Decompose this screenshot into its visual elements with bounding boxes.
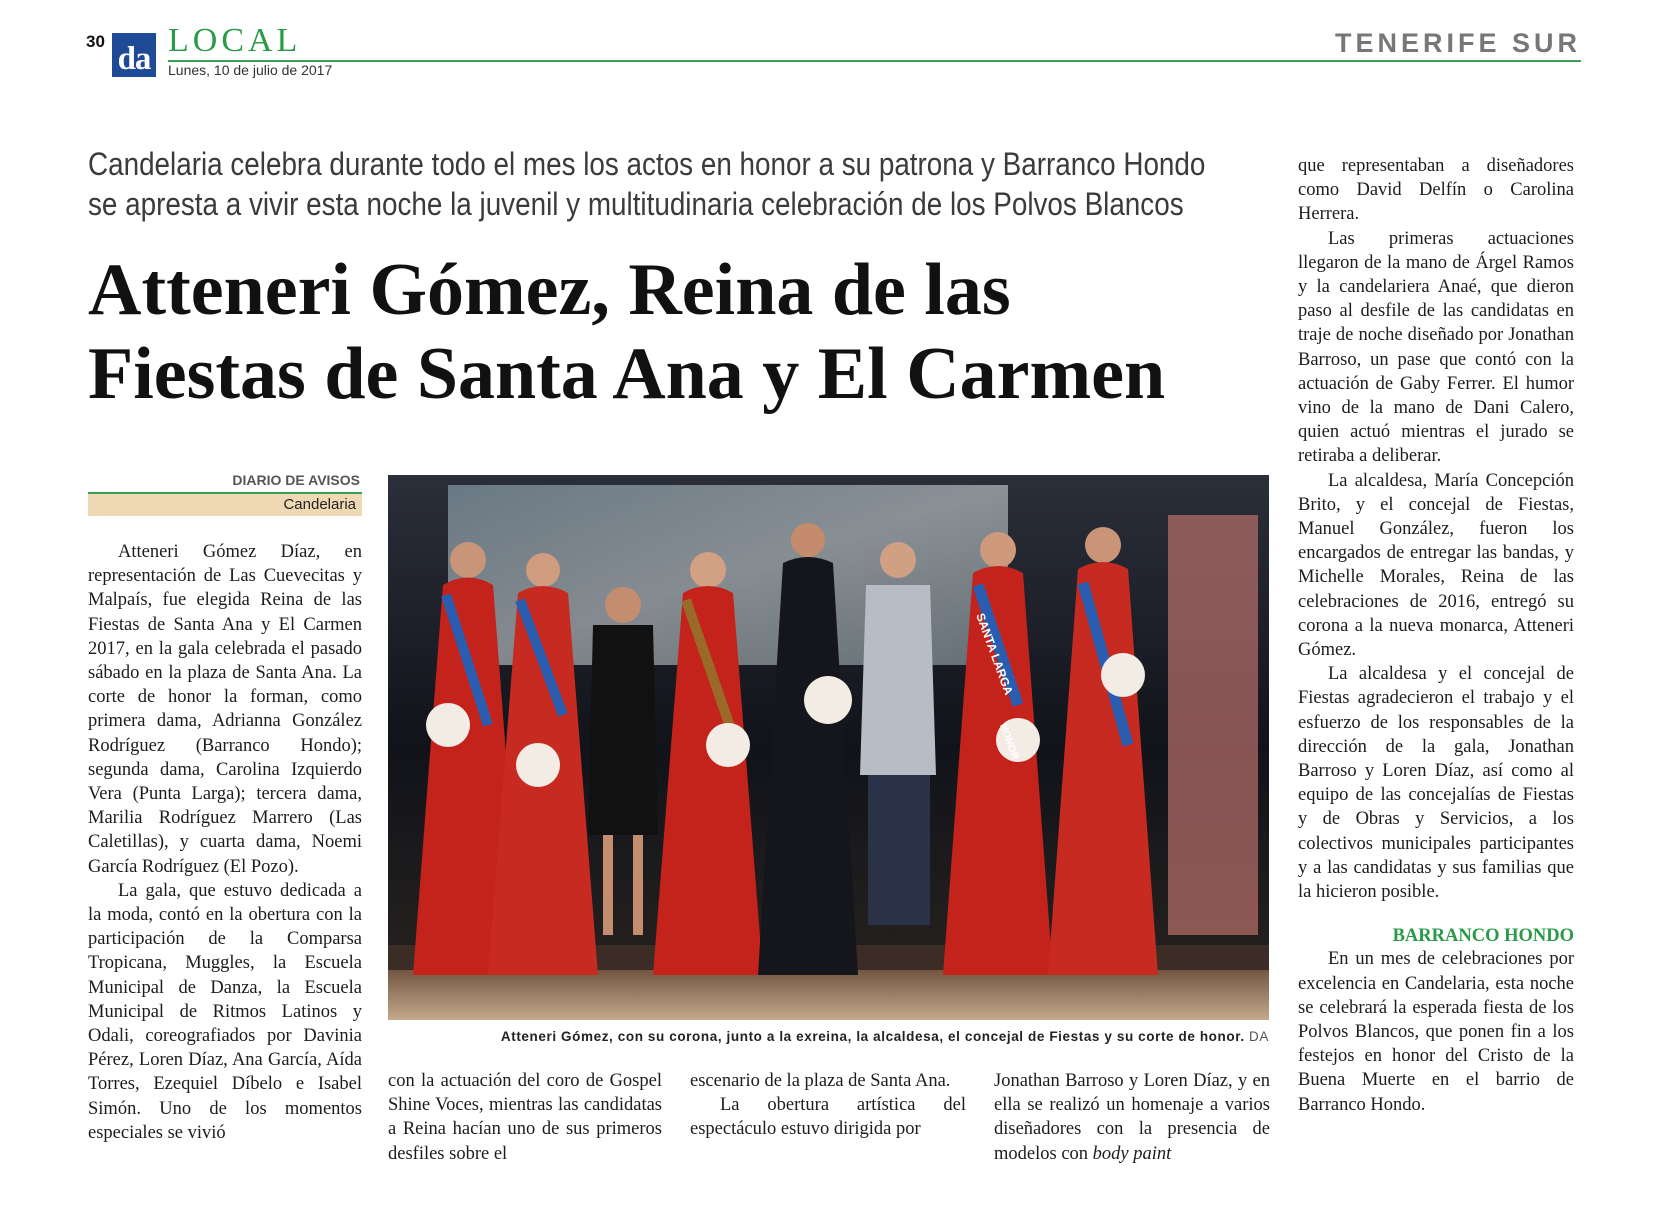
region-label: TENERIFE SUR bbox=[1334, 28, 1581, 58]
italic-term: body paint bbox=[1092, 1143, 1172, 1164]
subheadline-line: Candelaria celebra durante todo el mes los actos en honor a su patrona y Barranco Hondo bbox=[88, 146, 1206, 182]
newspaper-logo: da bbox=[112, 33, 156, 77]
subheadline-line: se apresta a vivir esta noche la juvenil y multitudinaria celebración de los Polvos Blancos bbox=[88, 186, 1184, 222]
article-paragraph: En un mes de celebraciones por excelencia en Candelaria, esta noche se celebrará la esperada fiesta de los Polvos Blancos, que ponen fin a los festejos en honor del Cristo de la Buena Muerte en el barrio de Barranco Hondo. bbox=[1298, 949, 1574, 1115]
article-paragraph: Las primeras actuaciones llegaron de la mano de Árgel Ramos y la candelariera Anaé, que dieron paso al desfile de las candidatas en traje de noche diseñado por Jonathan Barroso, un pase que contó con la actuación de Gaby Ferrer. El humor vino de la mano de Dani Calero, quien actuó mientras el jurado se retiraba a deliberar. bbox=[1298, 228, 1574, 467]
article-photo bbox=[388, 475, 1269, 1020]
article-column-5 bbox=[1298, 154, 1574, 1117]
article-headline bbox=[88, 248, 1278, 416]
article-subheadline bbox=[88, 144, 1206, 224]
photo-caption bbox=[388, 1029, 1269, 1044]
headline-line: Atteneri Gómez, Reina de las bbox=[88, 249, 1011, 331]
section-title: LOCAL bbox=[168, 22, 302, 59]
article-paragraph: Atteneri Gómez Díaz, en representación de Las Cuevecitas y Malpaís, fue elegida Reina de las Fiestas de Santa Ana y El Carmen 2017, en la gala celebrada el pasado sábado en la plaza de Santa Ana. La corte de honor la forman, como primera dama, Adrianna González Rodríguez (Barranco Hondo); segunda dama, Carolina Izquierdo Vera (Punta Larga); tercera dama, Marilia Rodríguez Marrero (Las Caletillas), y cuarta dama, Noemi García Rodríguez (El Pozo). bbox=[88, 542, 362, 877]
photo-credit: DA bbox=[1249, 1029, 1269, 1044]
article-column-2 bbox=[388, 1069, 662, 1166]
paragraph-text: Jonathan Barroso y Loren Díaz, y en ella se realizó un homenaje a varios diseñadores con la presencia de modelos con bbox=[994, 1071, 1270, 1164]
headline-line: Fiestas de Santa Ana y El Carmen bbox=[88, 333, 1166, 415]
byline-source: DIARIO DE AVISOS bbox=[232, 472, 360, 488]
article-column-4 bbox=[994, 1069, 1270, 1166]
header-rule bbox=[168, 60, 1581, 62]
article-paragraph: La gala, que estuvo dedicada a la moda, contó en la obertura con la participación de la Comparsa Tropicana, Muggles, la Escuela Municipal de Danza, la Escuela Municipal de Ritmos Latinos y Odali, coreografiados por Davinia Pérez, Loren Díaz, Ana García, Aída Torres, Ezequiel Díbelo e Isabel Simón. Uno de los momentos especiales se vivió bbox=[88, 880, 362, 1143]
bouquet bbox=[804, 676, 852, 724]
byline-place bbox=[88, 494, 362, 516]
subsection-title: BARRANCO HONDO bbox=[1392, 926, 1574, 947]
article-paragraph: La alcaldesa, María Concepción Brito, y el concejal de Fiestas, Manuel González, fueron los encargados de entregar las bandas, y Michelle Morales, Reina de las celebraciones de 2016, entregó su corona a la nueva monarca, Atteneri Gómez. bbox=[1298, 470, 1574, 661]
byline-place-text: Candelaria bbox=[283, 496, 356, 513]
sash-text: HONOR bbox=[997, 722, 1021, 762]
article-paragraph: escenario de la plaza de Santa Ana. bbox=[690, 1071, 951, 1091]
sash-text: SANTA LARGA bbox=[973, 611, 1016, 697]
article-paragraph: La obertura artística del espectáculo estuvo dirigida por bbox=[690, 1095, 966, 1140]
bouquet bbox=[706, 723, 750, 767]
person-figure bbox=[860, 542, 936, 925]
article-paragraph: con la actuación del coro de Gospel Shine Voces, mientras las candidatas a Reina hacían uno de sus primeros desfiles sobre el bbox=[388, 1071, 662, 1164]
photo-illustration bbox=[388, 475, 1269, 1020]
article-paragraph: que representaban a diseñadores como David Delfín o Carolina Herrera. bbox=[1298, 156, 1574, 225]
page-number: 30 bbox=[86, 32, 105, 51]
issue-date: Lunes, 10 de julio de 2017 bbox=[168, 62, 333, 78]
bouquet bbox=[1101, 653, 1145, 697]
bouquet bbox=[426, 703, 470, 747]
caption-text: Atteneri Gómez, con su corona, junto a la exreina, la alcaldesa, el concejal de Fiestas y su corte de honor. bbox=[500, 1029, 1245, 1044]
article-column-1 bbox=[88, 540, 362, 1145]
bouquet bbox=[516, 743, 560, 787]
article-column-3 bbox=[690, 1069, 966, 1142]
article-paragraph bbox=[994, 1069, 1270, 1166]
article-paragraph: La alcaldesa y el concejal de Fiestas agradecieron el trabajo y el esfuerzo de los responsables de la dirección de la gala, Jonathan Barroso y Loren Díaz, así como al equipo de las concejalías de Fiestas y de Obras y Servicios, a los colectivos municipales participantes y a las candidatas y sus familias que la hicieron posible. bbox=[1298, 664, 1574, 903]
